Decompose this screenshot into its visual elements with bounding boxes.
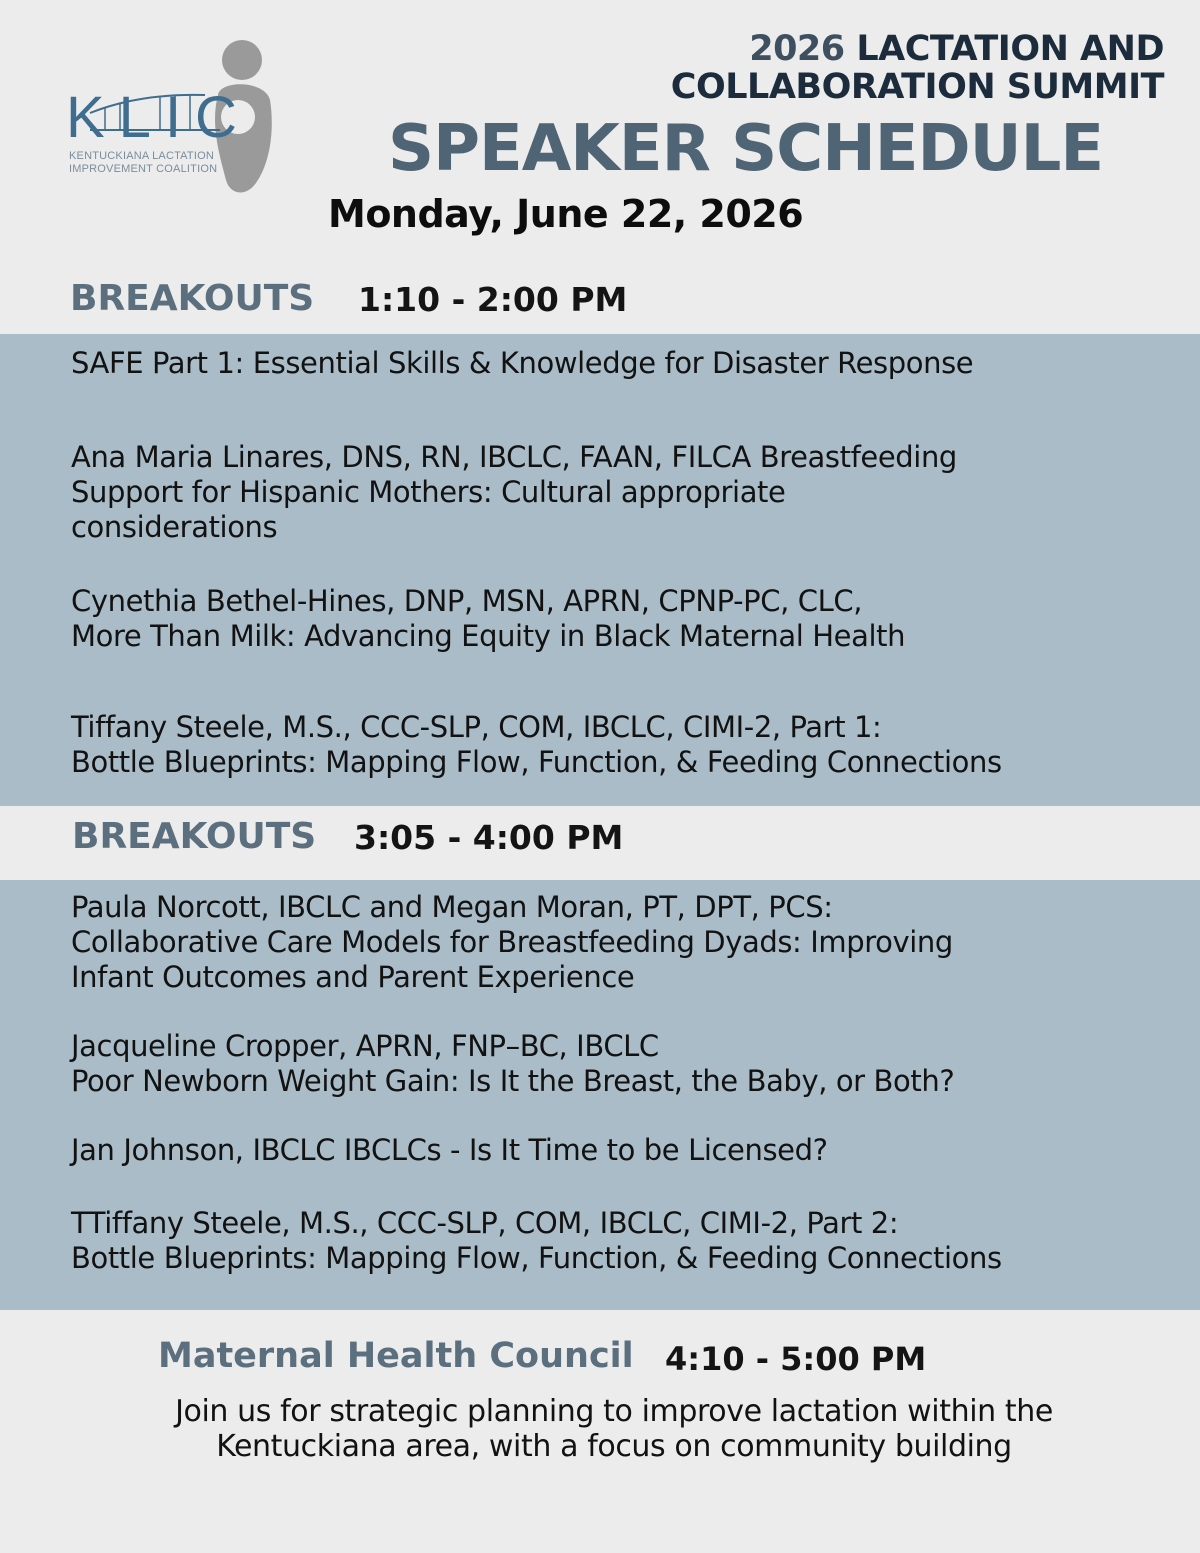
session-item (71, 890, 1181, 995)
session-line: Support for Hispanic Mothers: Cultural appropriate (71, 475, 786, 509)
council-time: 4:10 - 5:00 PM (665, 1340, 927, 1378)
council-description (0, 1394, 1200, 1464)
session-line: considerations (71, 510, 278, 544)
session-line: Jan Johnson, IBCLC IBCLCs - Is It Time to be Licensed? (71, 1133, 828, 1167)
session-item (71, 710, 1181, 780)
summit-year: 2026 (749, 29, 845, 69)
logo-subtitle-line2: IMPROVEMENT COALITION (69, 163, 218, 175)
session-line: Infant Outcomes and Parent Experience (71, 960, 635, 994)
logo-subtitle-line1: KENTUCKIANA LACTATION (69, 150, 214, 162)
session-line: SAFE Part 1: Essential Skills & Knowledge for Disaster Response (71, 346, 974, 380)
session-line: Ana Maria Linares, DNS, RN, IBCLC, FAAN, FILCA Breastfeeding (71, 440, 957, 474)
session-line: Paula Norcott, IBCLC and Megan Moran, PT, DPT, PCS: (71, 890, 833, 924)
summit-heading-line2: COLLABORATION SUMMIT (670, 67, 1164, 107)
section-label: BREAKOUTS (72, 816, 317, 857)
council-description-line: Join us for strategic planning to improve lactation within the (175, 1394, 1053, 1429)
session-item (71, 1206, 1181, 1276)
summit-heading (671, 30, 1164, 106)
section-time: 1:10 - 2:00 PM (358, 280, 628, 319)
session-item (71, 440, 1181, 545)
section-time: 3:05 - 4:00 PM (354, 818, 624, 857)
summit-heading-line1 (671, 30, 1164, 68)
page-title: SPEAKER SCHEDULE (388, 112, 1104, 186)
session-line: Jacqueline Cropper, APRN, FNP–BC, IBCLC (71, 1029, 659, 1063)
logo-subtitle (69, 150, 269, 176)
session-line: Bottle Blueprints: Mapping Flow, Function, & Feeding Connections (71, 1241, 1002, 1275)
council-description-line: Kentuckiana area, with a focus on community building (216, 1429, 1012, 1464)
session-line: More Than Milk: Advancing Equity in Black Maternal Health (71, 619, 906, 653)
session-line: Tiffany Steele, M.S., CCC-SLP, COM, IBCLC, CIMI-2, Part 1: (71, 710, 882, 744)
session-line: Bottle Blueprints: Mapping Flow, Function, & Feeding Connections (71, 745, 1002, 779)
session-item (71, 346, 1181, 381)
session-item (71, 1133, 1181, 1168)
session-line: Cynethia Bethel-Hines, DNP, MSN, APRN, CPNP-PC, CLC, (71, 584, 863, 618)
session-line: Collaborative Care Models for Breastfeeding Dyads: Improving (71, 925, 953, 959)
session-item (71, 584, 1181, 654)
council-label: Maternal Health Council (158, 1336, 634, 1376)
svg-text:KLIC: KLIC (66, 85, 251, 150)
section-header-2 (0, 816, 1200, 866)
session-item (71, 1029, 1181, 1099)
section-label: BREAKOUTS (70, 278, 315, 319)
section-header-1 (0, 278, 1200, 328)
session-line: Poor Newborn Weight Gain: Is It the Breast, the Baby, or Both? (71, 1064, 955, 1098)
summit-heading-text1: LACTATION AND (856, 29, 1164, 69)
session-line: TTiffany Steele, M.S., CCC-SLP, COM, IBCLC, CIMI-2, Part 2: (71, 1206, 899, 1240)
event-date: Monday, June 22, 2026 (328, 192, 804, 236)
